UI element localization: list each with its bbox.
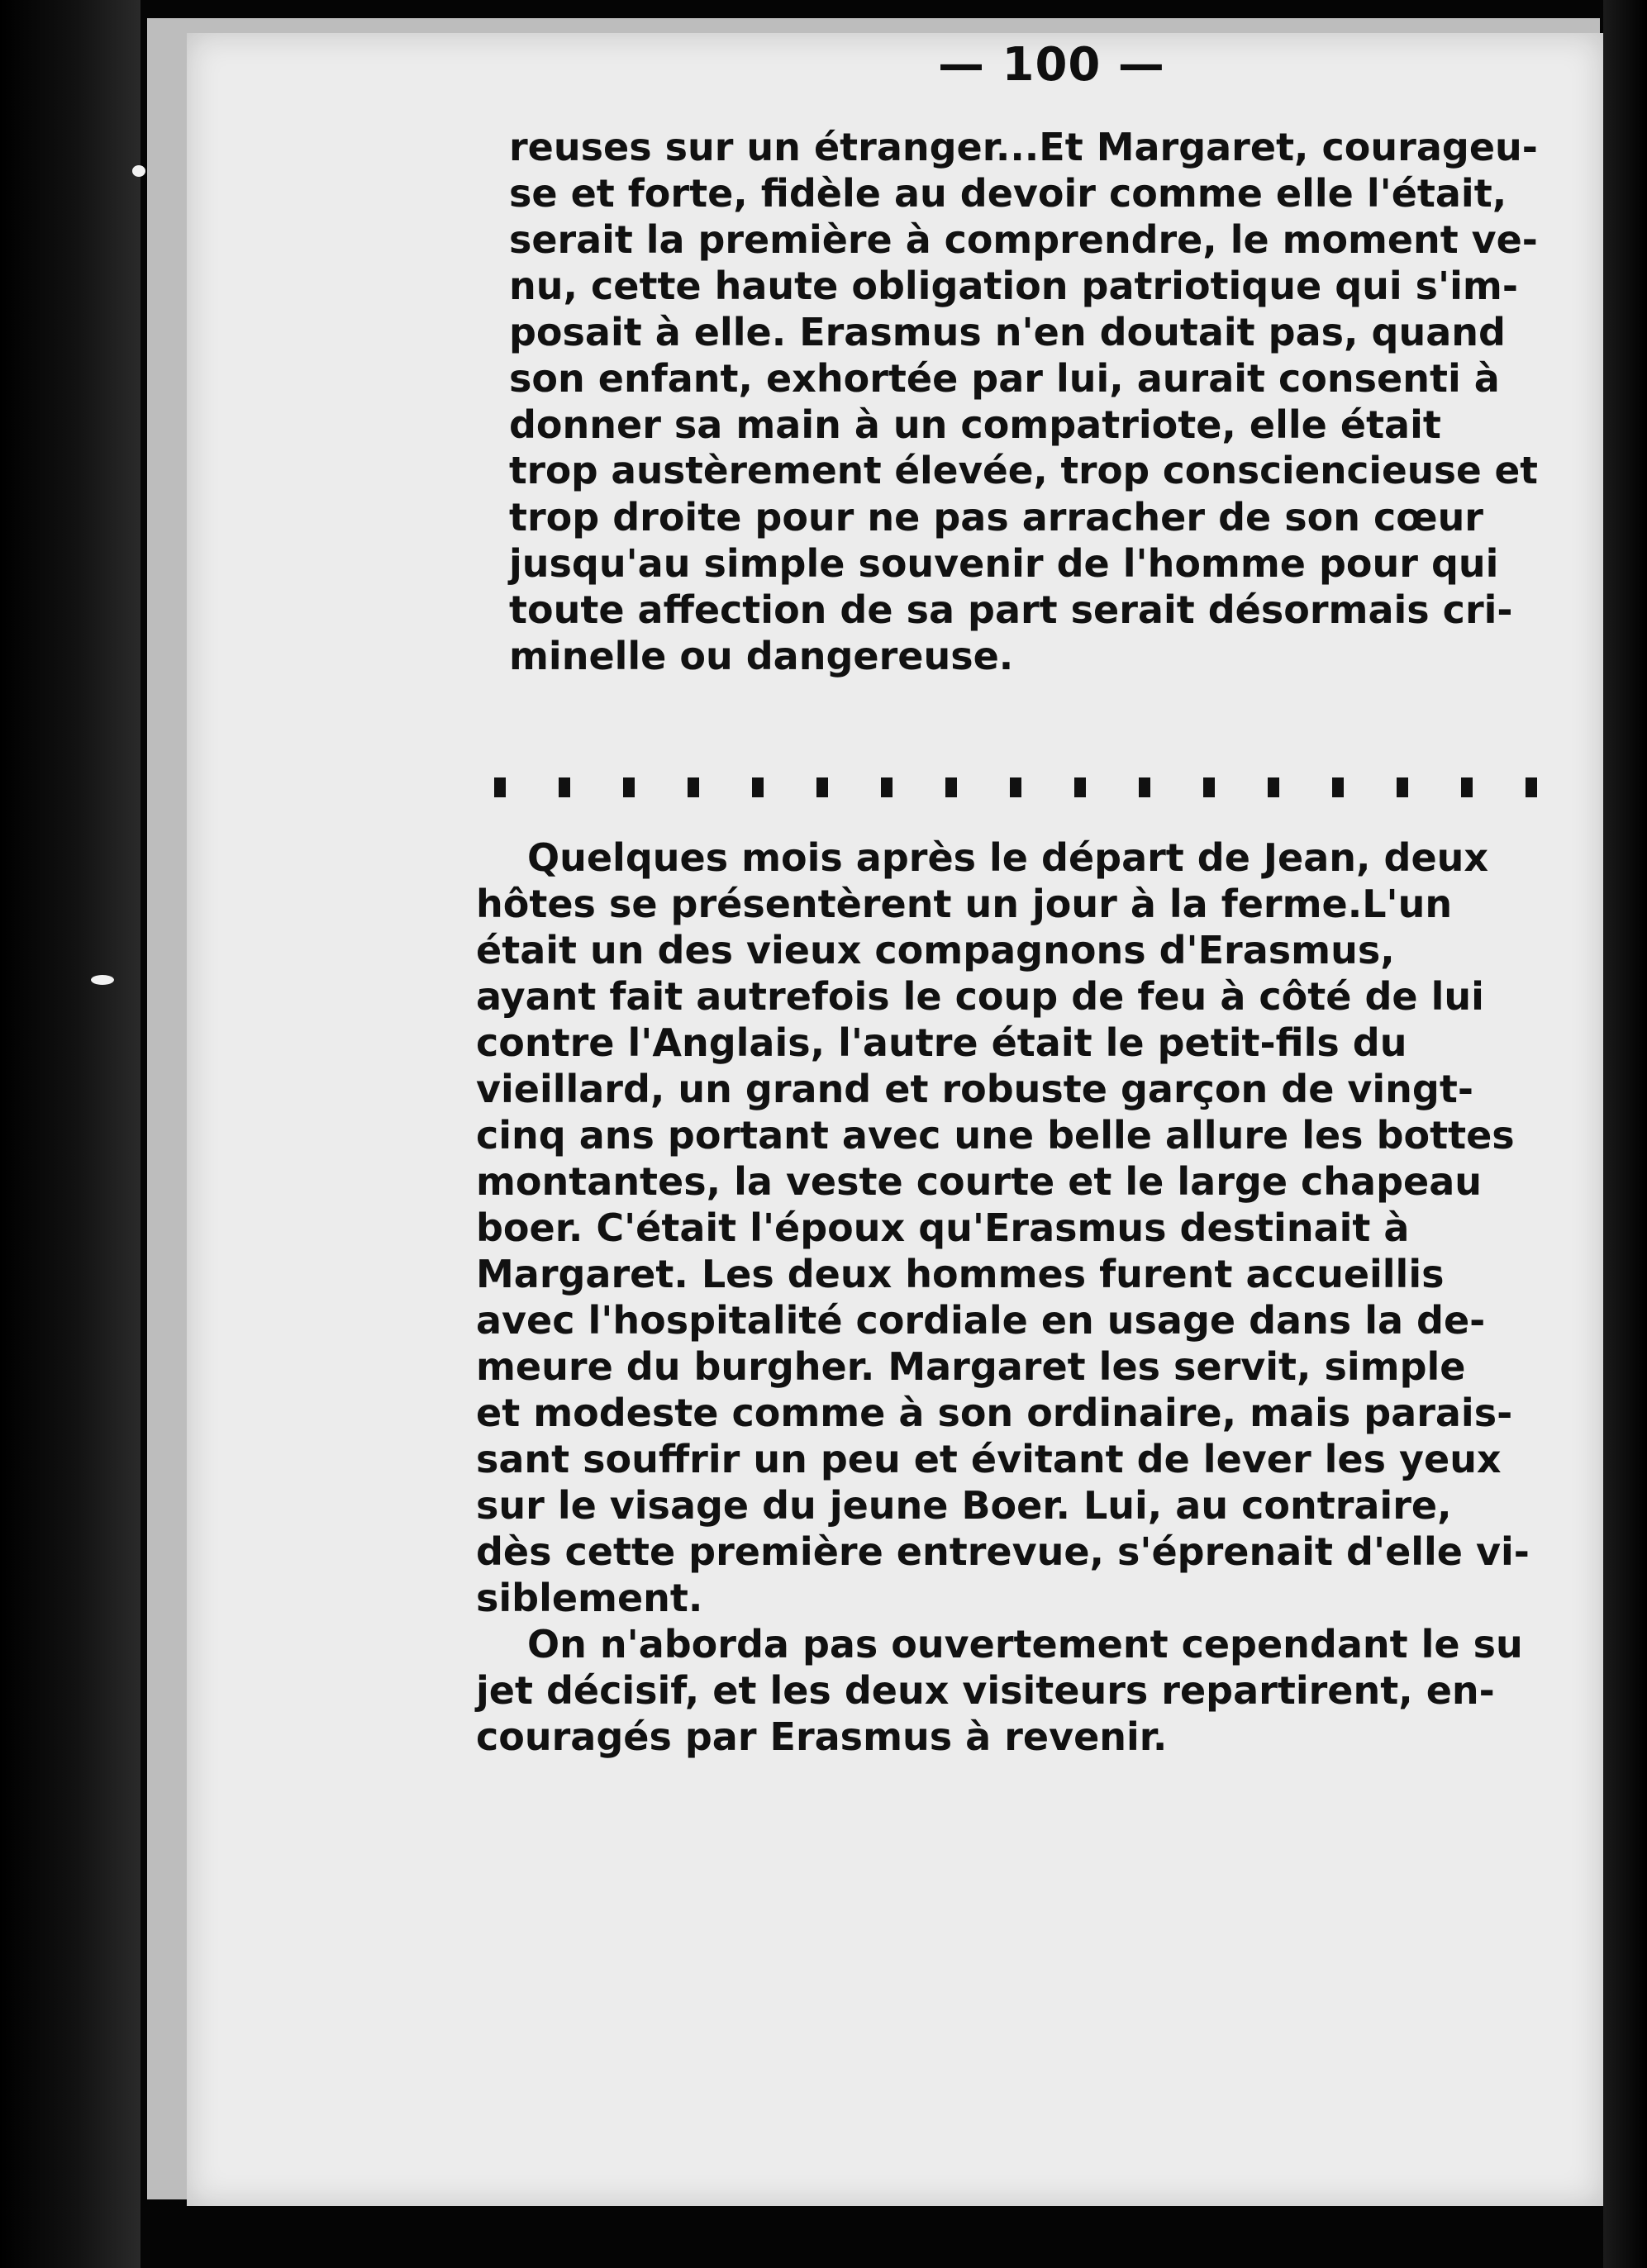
separator-mark <box>945 777 957 797</box>
separator-mark <box>1461 777 1473 797</box>
separator-mark <box>1139 777 1150 797</box>
text-line: avec l'hospitalité cordiale en usage dans la de- <box>476 1298 1486 1343</box>
text-line: sant souffrir un peu et évitant de lever les yeux <box>476 1437 1502 1481</box>
separator-mark <box>559 777 570 797</box>
separator-mark <box>1203 777 1215 797</box>
scan-speck <box>132 165 145 177</box>
text-line: serait la première à comprendre, le moment ve- <box>509 217 1538 262</box>
separator-mark <box>1268 777 1279 797</box>
text-line: jet décisif, et les deux visiteurs repartirent, en- <box>476 1668 1495 1713</box>
text-line: se et forte, fidèle au devoir comme elle l'était, <box>509 171 1507 216</box>
text-line: et modeste comme à son ordinaire, mais parais- <box>476 1391 1513 1435</box>
separator-mark <box>623 777 635 797</box>
separator-mark <box>1526 777 1537 797</box>
separator-mark <box>1074 777 1086 797</box>
text-line: donner sa main à un compatriote, elle était <box>509 402 1441 447</box>
text-line: cinq ans portant avec une belle allure les bottes <box>476 1113 1515 1158</box>
scan-speck <box>91 975 114 985</box>
section-separator <box>494 771 1537 804</box>
separator-mark <box>1397 777 1408 797</box>
text-line: ayant fait autrefois le coup de feu à côté de lui <box>476 974 1484 1019</box>
separator-mark <box>494 777 506 797</box>
text-line: sur le visage du jeune Boer. Lui, au contraire, <box>476 1483 1452 1528</box>
paragraph <box>476 834 1538 1760</box>
scan-border-left <box>0 0 140 2268</box>
scan-border-right <box>1603 0 1647 2268</box>
text-line: jusqu'au simple souvenir de l'homme pour qui <box>509 541 1499 586</box>
text-line: Quelques mois après le départ de Jean, deux <box>527 835 1489 880</box>
text-line: hôtes se présentèrent un jour à la ferme.L'un <box>476 882 1453 926</box>
text-line: son enfant, exhortée par lui, aurait consenti à <box>509 356 1500 401</box>
text-line: posait à elle. Erasmus n'en doutait pas, quand <box>509 310 1506 354</box>
separator-mark <box>752 777 764 797</box>
text-line: nu, cette haute obligation patriotique qui s'im- <box>509 264 1518 308</box>
text-line: boer. C'était l'époux qu'Erasmus destinait à <box>476 1205 1410 1250</box>
text-line: couragés par Erasmus à revenir. <box>476 1714 1168 1759</box>
text-line: reuses sur un étranger...Et Margaret, courageu- <box>509 125 1538 169</box>
separator-mark <box>1332 777 1344 797</box>
text-line: On n'aborda pas ouvertement cependant le su <box>527 1622 1523 1667</box>
separator-mark <box>688 777 699 797</box>
text-line: vieillard, un grand et robuste garçon de vingt- <box>476 1067 1473 1111</box>
text-line: montantes, la veste courte et le large chapeau <box>476 1159 1483 1204</box>
text-line: siblement. <box>476 1576 703 1620</box>
text-line: Margaret. Les deux hommes furent accueillis <box>476 1252 1445 1296</box>
page-number: — 100 — <box>938 38 1165 92</box>
separator-mark <box>1010 777 1021 797</box>
text-line: dès cette première entrevue, s'éprenait d'elle vi- <box>476 1529 1530 1574</box>
text-line: contre l'Anglais, l'autre était le petit-fils du <box>476 1020 1407 1065</box>
text-line: trop austèrement élevée, trop consciencieuse et <box>509 449 1538 492</box>
text-line: toute affection de sa part serait désormais cri- <box>509 587 1513 632</box>
text-line: minelle ou dangereuse. <box>509 634 1014 678</box>
separator-mark <box>881 777 893 797</box>
text-line: meure du burgher. Margaret les servit, simple <box>476 1344 1466 1389</box>
text-line: trop droite pour ne pas arracher de son cœur <box>509 495 1483 540</box>
separator-mark <box>816 777 828 797</box>
text-line: était un des vieux compagnons d'Erasmus, <box>476 928 1395 972</box>
paragraph-continued <box>509 124 1538 679</box>
